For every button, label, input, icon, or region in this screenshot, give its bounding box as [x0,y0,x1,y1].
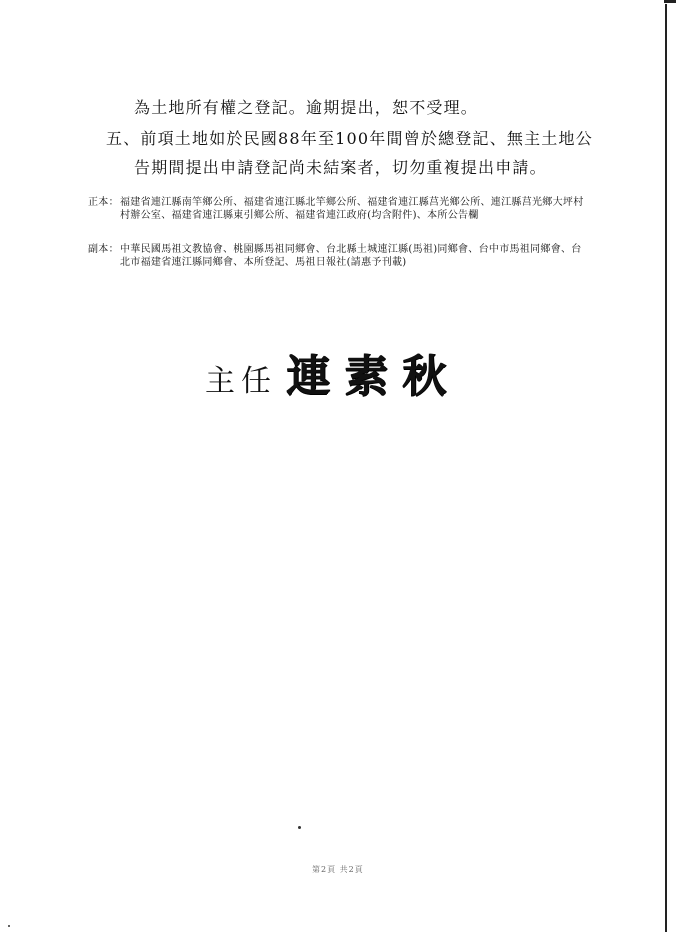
distribution-main-text: 福建省連江縣南竿鄉公所、福建省連江縣北竿鄉公所、福建省連江縣莒光鄉公所、連江縣莒光鄉大坪村村辦公室、福建省連江縣東引鄉公所、福建省連江政府(均含附件)、本所公告欄 [120,197,584,221]
body-line-2: 五、前項土地如於民國88年至100年間曾於總登記、無主土地公 [106,129,593,148]
signature-block [205,340,460,404]
scan-speck [298,826,301,829]
scan-speck [8,925,10,927]
distribution-copy-text: 中華民國馬祖文教協會、桃園縣馬祖同鄉會、台北縣土城連江縣(馬祖)同鄉會、台中市馬祖同鄉會、台北市福建省連江縣同鄉會、本所登記、馬祖日報社(請惠予刊載) [120,244,582,268]
signature-name: 連素秋 [286,351,461,402]
page-edge-line [665,4,667,932]
distribution-main-label: 正本： [88,197,119,208]
distribution-main [88,196,588,222]
corner-mark [664,0,676,3]
distribution-copy-label: 副本： [88,244,119,255]
distribution-copy [88,243,588,269]
page-footer: 第2頁 共2頁 [312,865,364,874]
body-line-3: 告期間提出申請登記尚未結案者，切勿重複提出申請。 [134,158,547,177]
body-line-1: 為土地所有權之登記。逾期提出，恕不受理。 [134,98,479,117]
signature-title: 主任 [205,364,277,399]
